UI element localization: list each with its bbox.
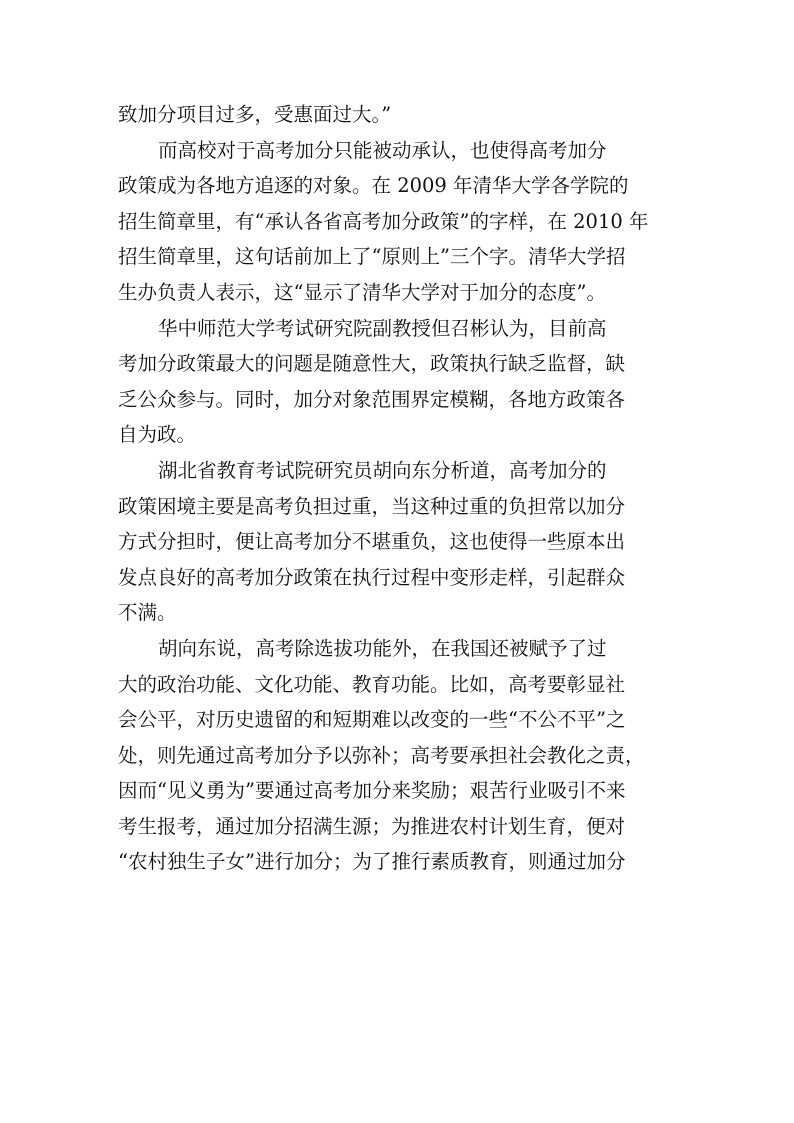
text-line: 考加分政策最大的问题是随意性大，政策执行缺乏监督，缺 xyxy=(118,352,626,376)
text-line: 而高校对于高考加分只能被动承认，也使得高考加分 xyxy=(158,138,607,162)
text-line: 不满。 xyxy=(118,601,177,625)
text-line: 湖北省教育考试院研究员胡向东分析道，高考加分的 xyxy=(158,458,607,482)
text-line: 政策成为各地方追逐的对象。在 2009 年清华大学各学院的 xyxy=(118,174,629,198)
text-line: 因而“见义勇为”要通过高考加分来奖励；艰苦行业吸引不来 xyxy=(118,779,626,803)
text-line: 自为政。 xyxy=(118,423,197,447)
text-line: 胡向东说，高考除选拔功能外，在我国还被赋予了过 xyxy=(158,636,607,660)
text-line: 处，则先通过高考加分予以弥补；高考要承担社会教化之责， xyxy=(118,743,645,767)
text-line: 大的政治功能、文化功能、教育功能。比如，高考要彰显社 xyxy=(118,672,626,696)
text-line: 方式分担时，便让高考加分不堪重负，这也使得一些原本出 xyxy=(118,530,626,554)
text-line: 会公平，对历史遗留的和短期难以改变的一些“不公不平”之 xyxy=(118,708,626,732)
text-line: 招生简章里，有“承认各省高考加分政策”的字样，在 2010 年 xyxy=(118,209,649,233)
text-line: 生办负责人表示，这“显示了清华大学对于加分的态度”。 xyxy=(118,280,606,304)
text-line: “农村独生子女”进行加分；为了推行素质教育，则通过加分 xyxy=(118,850,626,874)
text-line: 招生简章里，这句话前加上了“原则上”三个字。清华大学招 xyxy=(118,245,626,269)
text-line: 发点良好的高考加分政策在执行过程中变形走样，引起群众 xyxy=(118,565,626,589)
text-line: 考生报考，通过加分招满生源；为推进农村计划生育，便对 xyxy=(118,814,626,838)
text-line: 致加分项目过多，受惠面过大。” xyxy=(118,103,392,126)
text-line: 政策困境主要是高考负担过重，当这种过重的负担常以加分 xyxy=(118,494,626,518)
text-line: 乏公众参与。同时，加分对象范围界定模糊，各地方政策各 xyxy=(118,387,626,411)
text-line: 华中师范大学考试研究院副教授但召彬认为，目前高 xyxy=(158,316,607,340)
body-text xyxy=(118,97,676,880)
